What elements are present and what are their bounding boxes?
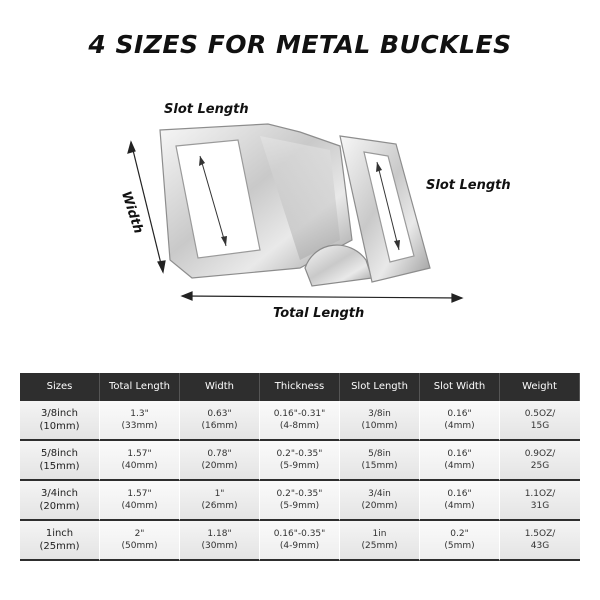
cell-weight: 1.1OZ/ 31G <box>500 481 580 521</box>
cell-slot-width: 0.16" (4mm) <box>420 441 500 481</box>
cell-slot-length: 1in (25mm) <box>340 521 420 561</box>
cell-thickness: 0.16"-0.35" (4-9mm) <box>260 521 340 561</box>
table-row <box>20 521 580 561</box>
cell-thickness: 0.2"-0.35" (5-9mm) <box>260 441 340 481</box>
slot-length-label-right: Slot Length <box>426 178 511 193</box>
cell-width: 1.18" (30mm) <box>180 521 260 561</box>
cell-thickness: 0.2"-0.35" (5-9mm) <box>260 481 340 521</box>
table-row <box>20 441 580 481</box>
cell-slot-width: 0.16" (4mm) <box>420 401 500 441</box>
cell-weight: 0.5OZ/ 15G <box>500 401 580 441</box>
cell-slot-length: 5/8in (15mm) <box>340 441 420 481</box>
table-header-row <box>20 373 580 401</box>
total-length-arrow <box>182 292 462 302</box>
size-table <box>20 373 580 561</box>
cell-size: 5/8inch (15mm) <box>20 441 100 481</box>
total-length-label: Total Length <box>273 306 365 321</box>
cell-slot-width: 0.2" (5mm) <box>420 521 500 561</box>
cell-size: 3/4inch (20mm) <box>20 481 100 521</box>
header-thickness: Thickness <box>260 373 340 401</box>
cell-width: 0.78" (20mm) <box>180 441 260 481</box>
cell-thickness: 0.16"-0.31" (4-8mm) <box>260 401 340 441</box>
cell-width: 1" (26mm) <box>180 481 260 521</box>
metal-buckle-illustration <box>0 90 600 340</box>
header-slot-length: Slot Length <box>340 373 420 401</box>
cell-total-length: 1.3" (33mm) <box>100 401 180 441</box>
page-title: 4 SIZES FOR METAL BUCKLES <box>88 30 512 59</box>
table-row <box>20 401 580 441</box>
cell-size: 1inch (25mm) <box>20 521 100 561</box>
cell-total-length: 2" (50mm) <box>100 521 180 561</box>
cell-slot-length: 3/4in (20mm) <box>340 481 420 521</box>
header-weight: Weight <box>500 373 580 401</box>
header-width: Width <box>180 373 260 401</box>
cell-slot-length: 3/8in (10mm) <box>340 401 420 441</box>
buckle-diagram <box>0 90 600 340</box>
cell-weight: 0.9OZ/ 25G <box>500 441 580 481</box>
header-total-length: Total Length <box>100 373 180 401</box>
cell-slot-width: 0.16" (4mm) <box>420 481 500 521</box>
cell-total-length: 1.57" (40mm) <box>100 481 180 521</box>
cell-total-length: 1.57" (40mm) <box>100 441 180 481</box>
width-label: Width <box>117 189 146 236</box>
slot-length-label-left: Slot Length <box>164 102 249 117</box>
table-row <box>20 481 580 521</box>
cell-width: 0.63" (16mm) <box>180 401 260 441</box>
cell-size: 3/8inch (10mm) <box>20 401 100 441</box>
header-slot-width: Slot Width <box>420 373 500 401</box>
cell-weight: 1.5OZ/ 43G <box>500 521 580 561</box>
header-sizes: Sizes <box>20 373 100 401</box>
